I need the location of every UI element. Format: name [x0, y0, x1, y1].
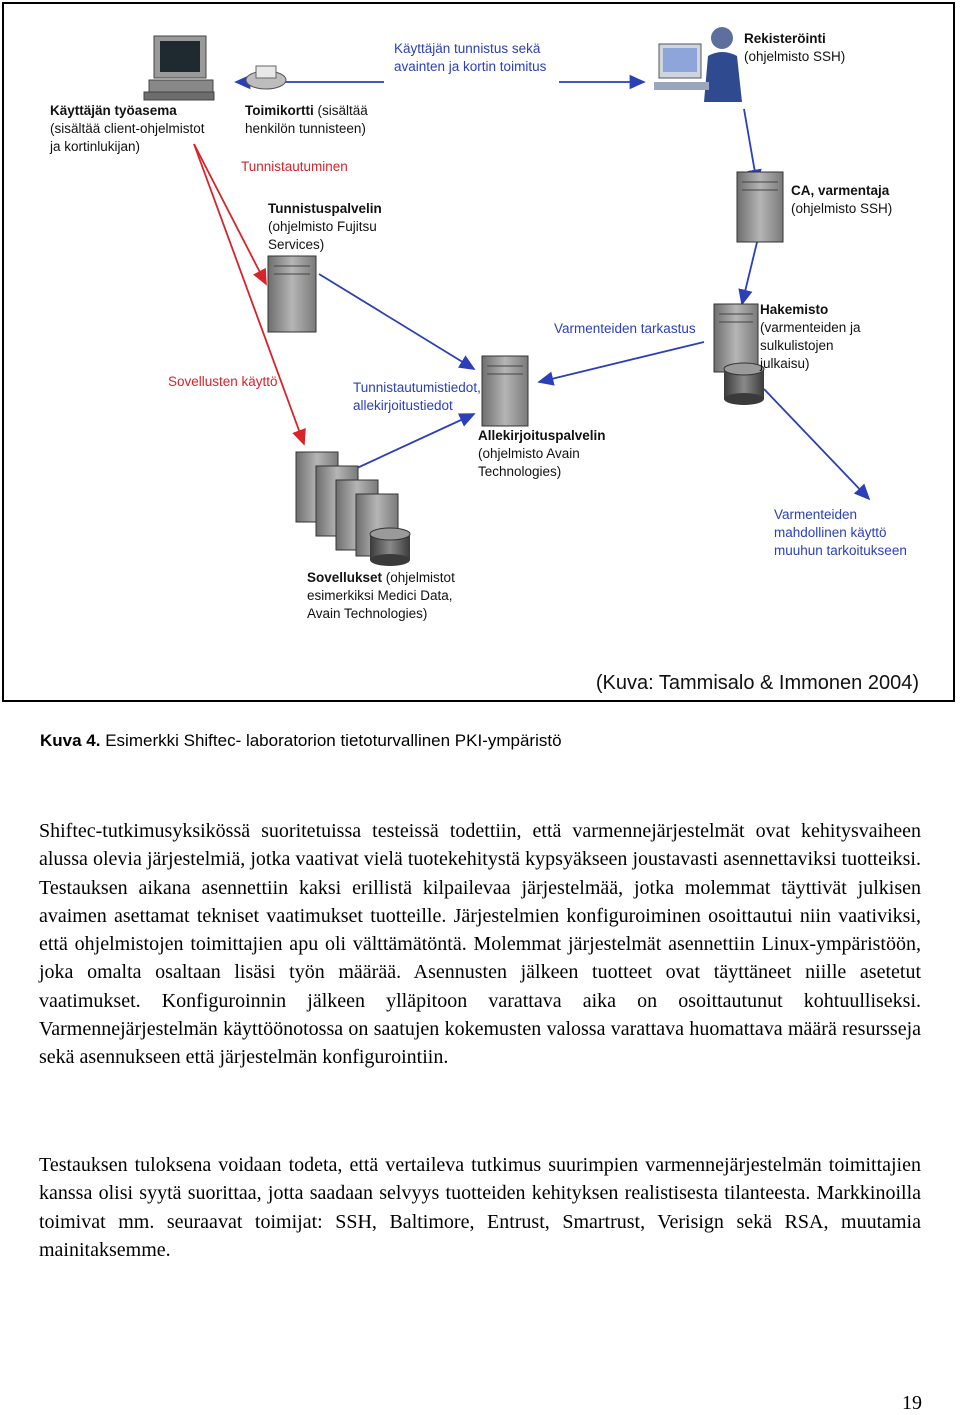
figure-source: (Kuva: Tammisalo & Immonen 2004): [595, 672, 919, 694]
applications-line: Avain Technologies): [307, 606, 428, 621]
cert-other-use-line: Varmenteiden: [774, 507, 858, 522]
cert-other-use-line: mahdollinen käyttö: [774, 525, 887, 540]
signing-server-line: Technologies): [478, 464, 562, 479]
caption-number: Kuva 4.: [40, 731, 101, 750]
auth-sign-data-line: Tunnistautumistiedot,: [353, 380, 481, 395]
applications-title-suffix: (ohjelmistot: [382, 570, 455, 585]
applications-line: esimerkiksi Medici Data,: [307, 588, 453, 603]
ca-line: (ohjelmisto SSH): [791, 201, 893, 216]
card-reader-icon: [246, 66, 286, 89]
figure-frame: [2, 2, 955, 702]
label-applications: [307, 569, 455, 623]
identity-delivery-line: avainten ja kortin toimitus: [394, 59, 547, 74]
label-cert-other-use: [774, 506, 907, 560]
body-paragraph: Testauksen tuloksena voidaan todeta, että vertaileva tutkimus suurimpien varmennejärjestelmän toimittajien kanssa olisi syytä suorittaa, jotta saadaan selvyys tuotteiden kehityksen realistisesta tilanteesta. Markkinoilla toimivat mm. seuraavat toimijat: SSH, Baltimore, Entrust, Smartrust, Verisign sekä RSA, muutamia mainitaksemme.: [39, 1154, 921, 1261]
smartcard-line: henkilön tunnisteen): [245, 121, 366, 136]
workstation-computer-icon: [144, 36, 214, 100]
user-at-computer-icon: [654, 27, 742, 102]
arrow-cert-check: [539, 342, 704, 382]
applications-title: Sovellukset: [307, 570, 383, 585]
auth-service-line: Services): [268, 237, 325, 252]
arrow-auth-signing: [319, 274, 474, 369]
figure-caption: [40, 731, 562, 751]
arrow-ca-directory: [742, 234, 759, 304]
signing-server-title: Allekirjoituspalvelin: [478, 428, 606, 443]
directory-line: sulkulistojen: [760, 338, 834, 353]
ca-title: CA, varmentaja: [791, 183, 890, 198]
workstation-line: (sisältää client-ohjelmistot: [50, 121, 205, 136]
registration-line: (ohjelmisto SSH): [744, 49, 846, 64]
label-authentication: Tunnistautuminen: [241, 159, 348, 174]
body-paragraph: Shiftec-tutkimusyksikössä suoritetuissa testeissä todettiin, että varmennejärjestelmät ovat kehitysvaiheen alussa olevia järjestelmiä, jotka vaativat vielä tuotekehitystä kypsyäkseen joustavasti asennettaviksi tuotteiksi. Testauksen aikana asennettiin kaksi erillistä kilpailevaa järjestelmää, jotka molemmat täyttivät julkisen avaimen asettamat tekniset vaatimukset tuotteille. Järjestelmien konfiguroiminen osoittautui niin vaativiksi, että ohjelmistojen toimittajien apu oli välttämätöntä. Molemmat järjestelmät asennettiin Linux-ympäristöön, joka omalta osaltaan lisäsi työn määrää. Asennusten jälkeen tuotteet ovat täyttäneet niille asetetut vaatimukset. Konfiguroinnin jälkeen ylläpitoon varattava aika on osoittautunut kohtuulliseksi. Varmennejärjestelmän käyttöönotossa on saatujen kokemusten valossa varattava huomattava määrä resursseja sekä asennukseen että järjestelmän konfigurointiin.: [39, 820, 921, 1069]
page-number: 19: [902, 1392, 922, 1414]
disk-stack-icon: [724, 363, 764, 405]
caption-text: Esimerkki Shiftec- laboratorion tietoturvallinen PKI-ympäristö: [100, 731, 562, 750]
arrow-directory-other: [764, 389, 869, 499]
workstation-line: ja kortinlukijan): [50, 139, 141, 154]
server-ca-icon: [737, 172, 783, 242]
smartcard-title: Toimikortti: [245, 103, 314, 118]
label-app-usage: Sovellusten käyttö: [168, 374, 278, 389]
server-auth-icon: [268, 256, 316, 332]
cert-other-use-line: muuhun tarkoitukseen: [774, 543, 907, 558]
directory-title: Hakemisto: [760, 302, 829, 317]
auth-service-title: Tunnistuspalvelin: [268, 201, 382, 216]
server-directory-icon: [714, 304, 758, 372]
directory-line: julkaisu): [760, 356, 810, 371]
label-auth-sign-data: [353, 379, 481, 415]
label-smartcard: [245, 102, 368, 138]
auth-sign-data-line: allekirjoitustiedot: [353, 398, 453, 413]
auth-service-line: (ohjelmisto Fujitsu: [268, 219, 377, 234]
label-workstation: [50, 102, 205, 156]
label-ca: [791, 182, 892, 218]
label-auth-service: [268, 200, 382, 254]
label-registration: [744, 30, 845, 66]
label-cert-check: Varmenteiden tarkastus: [554, 321, 696, 336]
arrow-apps-signing: [344, 414, 474, 474]
registration-title: Rekisteröinti: [744, 31, 826, 46]
label-directory: [760, 301, 861, 373]
signing-server-line: (ohjelmisto Avain: [478, 446, 580, 461]
identity-delivery-line: Käyttäjän tunnistus sekä: [394, 41, 541, 56]
smartcard-title-suffix: (sisältää: [313, 103, 368, 118]
label-signing-server: [478, 427, 606, 481]
label-identity-delivery: [394, 40, 546, 76]
server-applications-icon: [296, 452, 410, 566]
workstation-title: Käyttäjän työasema: [50, 103, 177, 118]
directory-line: (varmenteiden ja: [760, 320, 861, 335]
server-signing-icon: [482, 356, 528, 426]
